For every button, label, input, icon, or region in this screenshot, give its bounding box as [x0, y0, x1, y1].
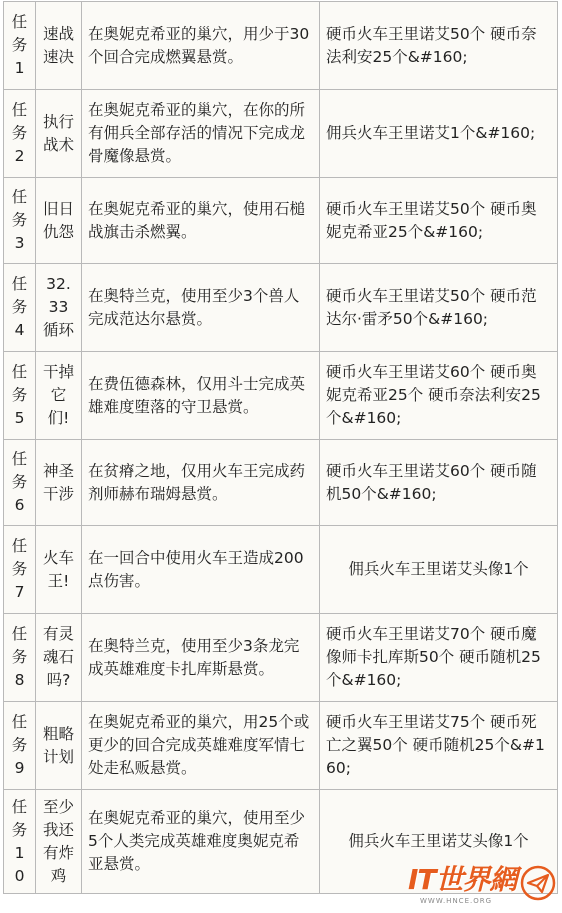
- quest-number-char: 任: [11, 188, 28, 206]
- quest-number: [4, 790, 36, 894]
- quest-number-char: 8: [14, 671, 25, 689]
- table-row: [4, 614, 558, 702]
- quest-reward: 硬币火车王里诺艾50个 硬币奥妮克希亚25个&#160;: [320, 178, 558, 264]
- quest-number-char: 6: [14, 496, 25, 514]
- quest-number-char: 任: [11, 797, 28, 816]
- quest-description: 在奥妮克希亚的巢穴，使用石槌战旗击杀燃翼。: [82, 178, 320, 264]
- site-watermark: [408, 863, 556, 909]
- quest-number-char: 4: [14, 321, 25, 339]
- quest-name: 神圣干涉: [36, 440, 82, 526]
- quest-name: 粗略计划: [36, 702, 82, 790]
- quest-number: [4, 90, 36, 178]
- quest-name: 有灵魂石吗?: [36, 614, 82, 702]
- watermark-url: WWW.HNCE.ORG: [420, 897, 493, 905]
- paper-plane-icon: [520, 865, 556, 901]
- quest-number-char: 任: [11, 363, 28, 381]
- table-row: [4, 352, 558, 440]
- table-row: [4, 178, 558, 264]
- quest-number: [4, 614, 36, 702]
- table-row: [4, 440, 558, 526]
- quest-number-char: 务: [11, 648, 28, 666]
- quest-reward: 硬币火车王里诺艾50个 硬币奈法利安25个&#160;: [320, 2, 558, 90]
- quest-number-char: 任: [11, 713, 28, 731]
- quest-description: 在奥妮克希亚的巢穴，用少于30个回合完成燃翼悬赏。: [82, 2, 320, 90]
- quest-number-char: 任: [11, 625, 28, 643]
- quest-table: [3, 1, 558, 894]
- quest-number-char: 任: [11, 101, 28, 119]
- quest-number-char: 1: [14, 59, 25, 77]
- table-row: [4, 526, 558, 614]
- quest-number: [4, 2, 36, 90]
- quest-number-char: 任: [11, 537, 28, 555]
- quest-reward: 佣兵火车王里诺艾1个&#160;: [320, 90, 558, 178]
- table-row: [4, 264, 558, 352]
- quest-number-char: 5: [14, 409, 25, 427]
- quest-number: [4, 352, 36, 440]
- quest-number-char: 3: [14, 234, 25, 252]
- quest-number: [4, 526, 36, 614]
- quest-number-char: 10: [14, 843, 25, 885]
- quest-description: 在奥特兰克，使用至少3条龙完成英雄难度卡扎库斯悬赏。: [82, 614, 320, 702]
- quest-number-char: 9: [14, 759, 25, 777]
- table-row: [4, 90, 558, 178]
- quest-number-char: 务: [11, 736, 28, 754]
- quest-number: [4, 440, 36, 526]
- quest-number-char: 务: [11, 473, 28, 491]
- table-row: [4, 702, 558, 790]
- quest-name: 火车王!: [36, 526, 82, 614]
- quest-description: 在奥妮克希亚的巢穴，用25个或更少的回合完成英雄难度军情七处走私贩悬赏。: [82, 702, 320, 790]
- quest-reward: 硬币火车王里诺艾70个 硬币魔像师卡扎库斯50个 硬币随机25个&#160;: [320, 614, 558, 702]
- quest-number-char: 务: [11, 211, 28, 229]
- quest-reward: 佣兵火车王里诺艾头像1个: [320, 790, 558, 894]
- quest-number-char: 7: [14, 583, 25, 601]
- quest-number-char: 务: [11, 298, 28, 316]
- quest-reward: 硬币火车王里诺艾50个 硬币范达尔·雷矛50个&#160;: [320, 264, 558, 352]
- quest-reward: 硬币火车王里诺艾60个 硬币随机50个&#160;: [320, 440, 558, 526]
- watermark-brand: IT世界網: [408, 863, 517, 896]
- quest-name: 旧日仇怨: [36, 178, 82, 264]
- quest-number: [4, 702, 36, 790]
- quest-number-char: 2: [14, 147, 25, 165]
- quest-number-char: 务: [11, 36, 28, 54]
- quest-number-char: 务: [11, 820, 28, 839]
- quest-number: [4, 264, 36, 352]
- quest-name: 速战速决: [36, 2, 82, 90]
- quest-name: 执行战术: [36, 90, 82, 178]
- quest-number-char: 务: [11, 386, 28, 404]
- quest-description: 在费伍德森林，仅用斗士完成英雄难度堕落的守卫悬赏。: [82, 352, 320, 440]
- quest-number-char: 务: [11, 560, 28, 578]
- quest-description: 在一回合中使用火车王造成200点伤害。: [82, 526, 320, 614]
- quest-description: 在奥特兰克，使用至少3个兽人完成范达尔悬赏。: [82, 264, 320, 352]
- quest-number-char: 任: [11, 13, 28, 31]
- table-row: [4, 2, 558, 90]
- quest-name: 32.33循环: [36, 264, 82, 352]
- quest-number-char: 务: [11, 124, 28, 142]
- quest-description: 在奥妮克希亚的巢穴，在你的所有佣兵全部存活的情况下完成龙骨魔像悬赏。: [82, 90, 320, 178]
- quest-description: 在贫瘠之地，仅用火车王完成药剂师赫布瑞姆悬赏。: [82, 440, 320, 526]
- quest-number-char: 任: [11, 450, 28, 468]
- quest-number-char: 任: [11, 275, 28, 293]
- quest-description: 在奥妮克希亚的巢穴，使用至少5个人类完成英雄难度奥妮克希亚悬赏。: [82, 790, 320, 894]
- quest-reward: 硬币火车王里诺艾60个 硬币奥妮克希亚25个 硬币奈法利安25个&#160;: [320, 352, 558, 440]
- quest-name: 至少我还有炸鸡: [36, 790, 82, 894]
- quest-reward: 佣兵火车王里诺艾头像1个: [320, 526, 558, 614]
- quest-name: 干掉它们!: [36, 352, 82, 440]
- quest-number: [4, 178, 36, 264]
- quest-reward: 硬币火车王里诺艾75个 硬币死亡之翼50个 硬币随机25个&#160;: [320, 702, 558, 790]
